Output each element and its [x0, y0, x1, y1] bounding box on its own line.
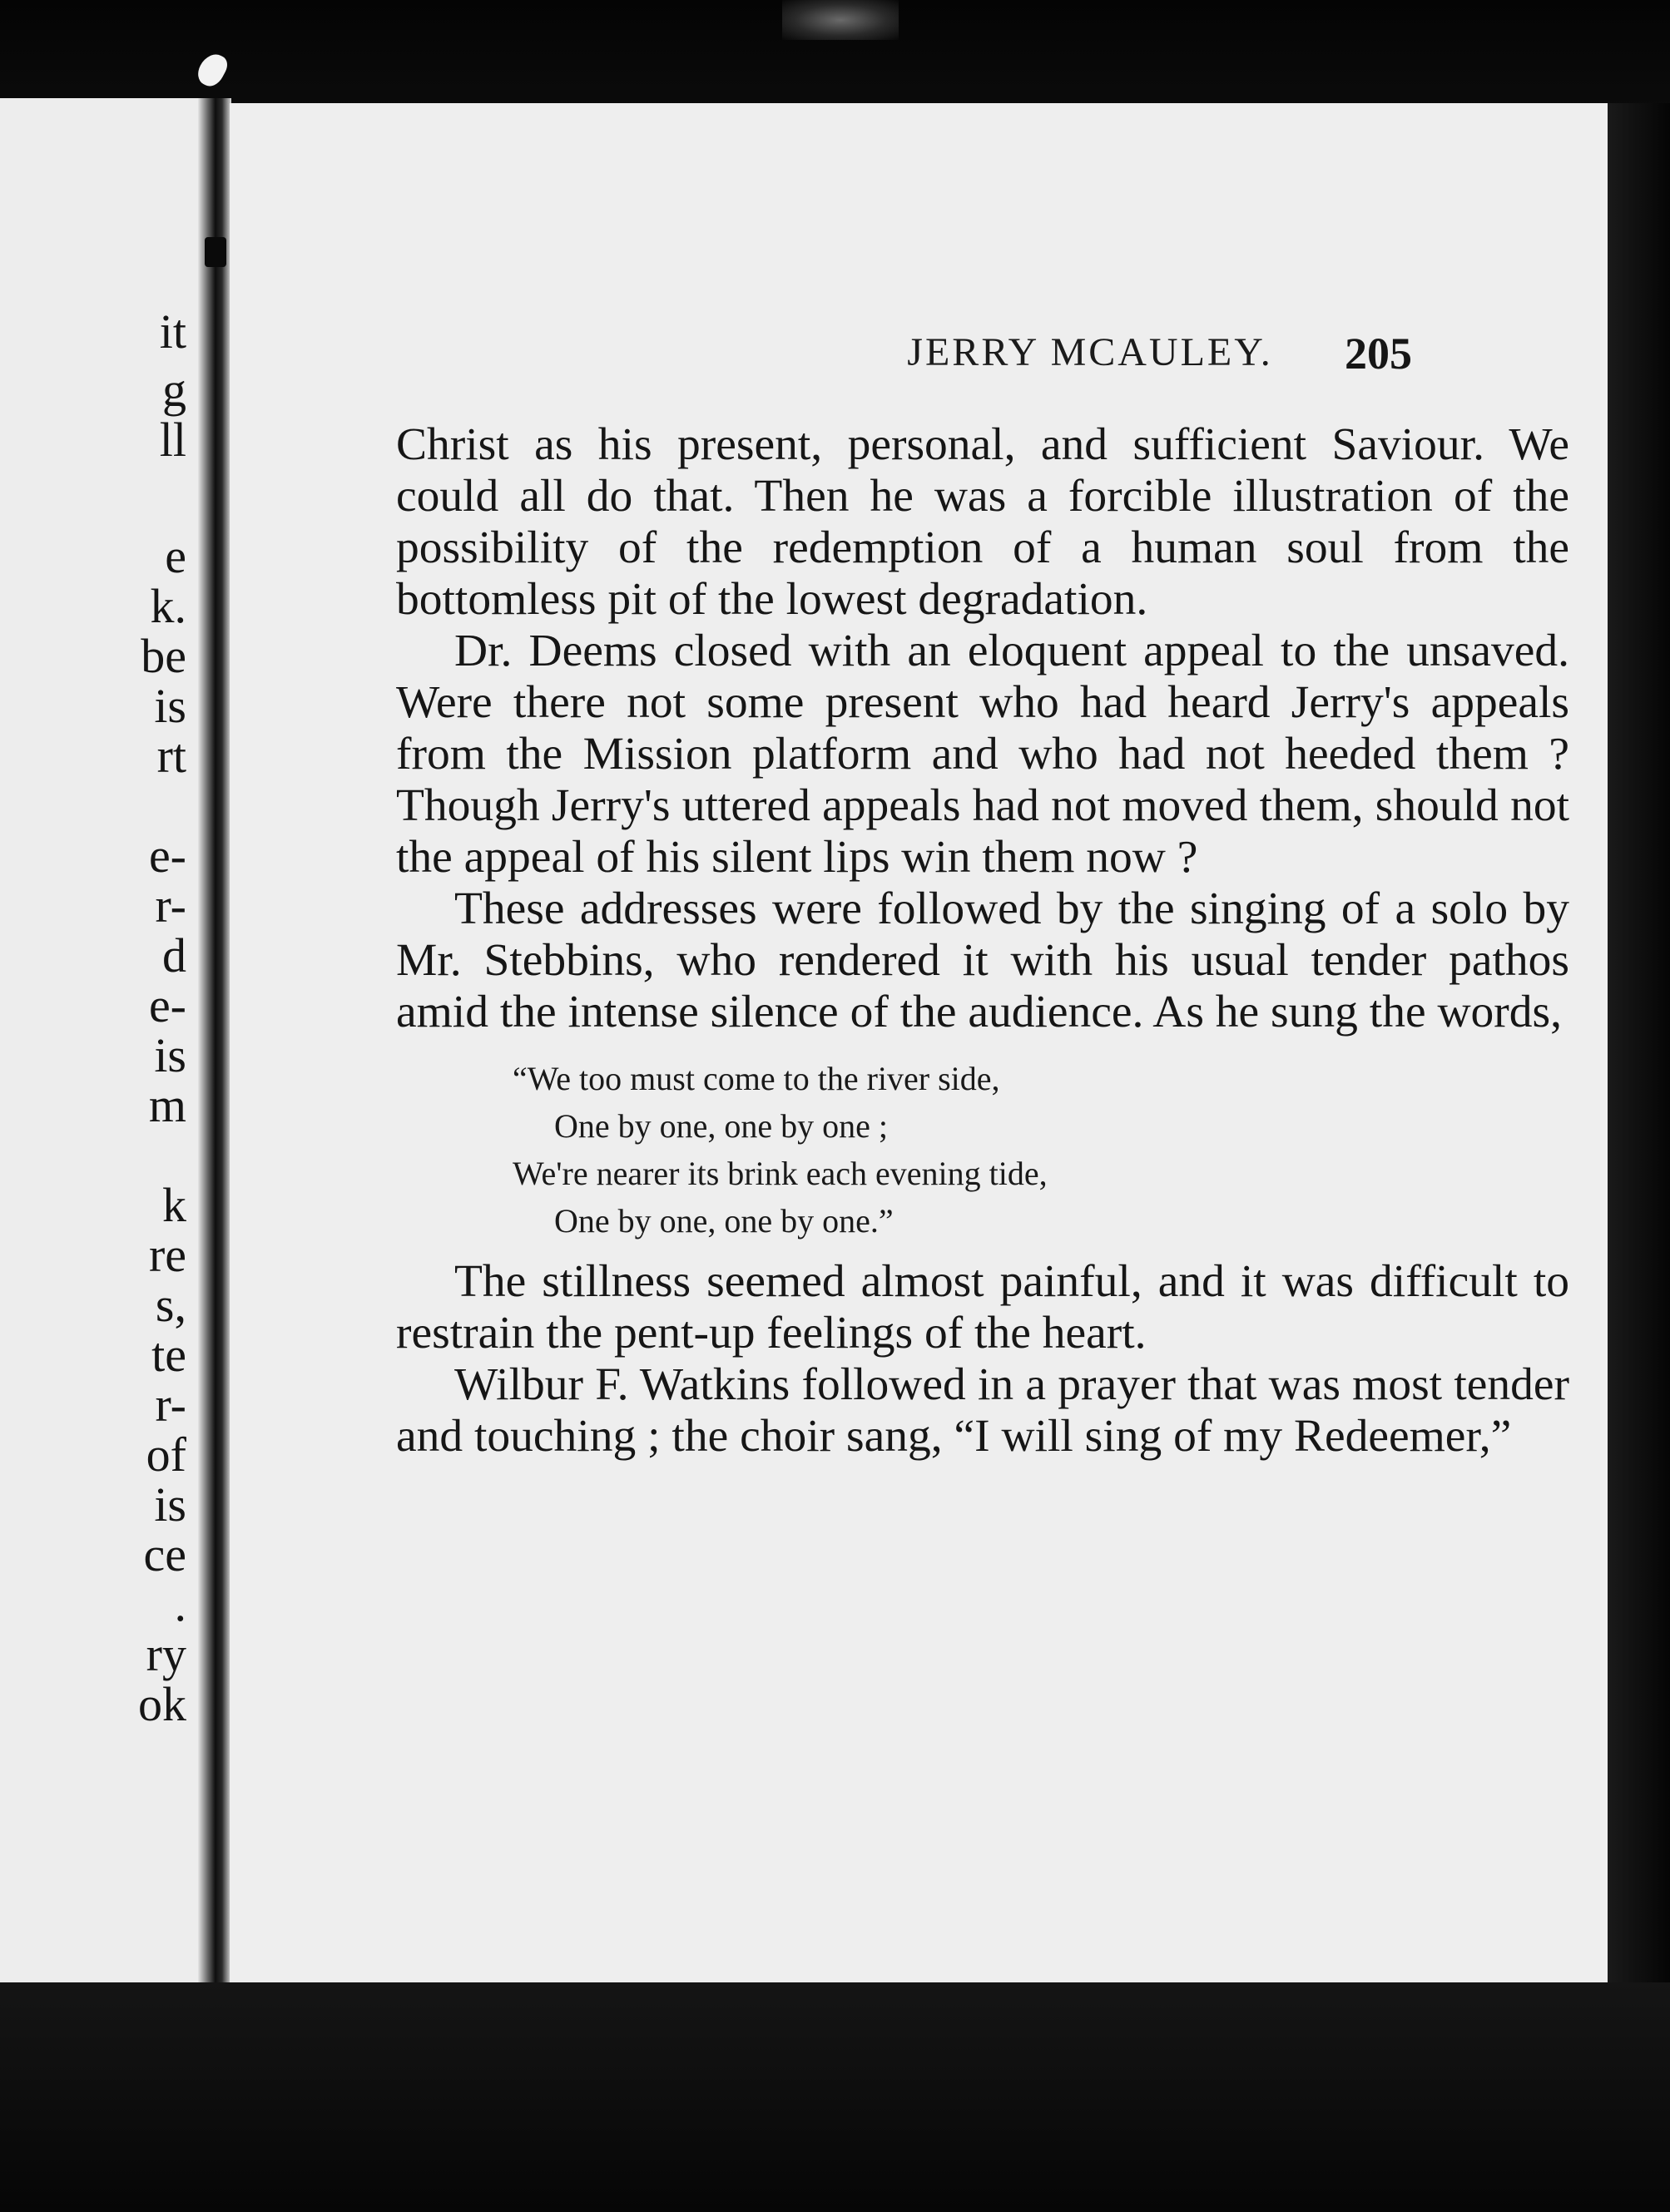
paragraph: Christ as his present, personal, and sufficient Saviour. We could all do that. Then he was a forcible illustration of the possibility of the redemption of a human soul from the bottomless pit of the lowest degradation. — [396, 419, 1569, 625]
left-page-line-fragment: is — [154, 679, 186, 733]
left-page-line-fragment: . — [174, 1577, 186, 1631]
left-page — [0, 98, 198, 1982]
left-page-line-fragment: te — [151, 1328, 186, 1382]
paragraph: Dr. Deems closed with an eloquent appeal to the unsaved. Were there not some present who had heard Jerry's appeals from the Mission platform and who had not heeded them ? Though Jerry's uttered appeals had not moved them, should not the appeal of his silent lips win them now ? — [396, 626, 1569, 883]
verse-line: One by one, one by one ; — [554, 1107, 889, 1145]
left-page-line-fragment: rt — [156, 729, 186, 783]
left-page-line-fragment: ok — [138, 1677, 186, 1731]
left-page-line-fragment: r- — [155, 878, 186, 933]
left-page-line-fragment: ce — [143, 1527, 186, 1581]
left-page-line-fragment: e- — [148, 978, 186, 1032]
body-text — [396, 419, 1569, 1462]
left-page-line-fragment: re — [148, 1228, 186, 1282]
verse-line: One by one, one by one.” — [554, 1202, 894, 1240]
verse-quotation — [396, 1055, 1569, 1245]
left-page-line-fragment: ry — [146, 1627, 186, 1681]
paragraph: Wilbur F. Watkins followed in a prayer that was most tender and touching ; the choir sang, “I will sing of my Redeemer,” — [396, 1359, 1569, 1462]
left-page-line-fragment: be — [141, 629, 186, 683]
left-page-line-fragment: of — [146, 1428, 186, 1482]
book-gutter — [198, 98, 231, 1987]
left-page-line-fragment: g — [162, 363, 186, 417]
left-page-line-fragment: is — [154, 1028, 186, 1082]
verse-line: We're nearer its brink each evening tide, — [513, 1155, 1048, 1192]
left-page-line-fragment: s, — [155, 1278, 186, 1332]
gutter-notch — [205, 237, 226, 267]
scan-bottom-border — [0, 1982, 1670, 2212]
left-page-line-fragment: it — [159, 304, 186, 359]
verse-line: “We too must come to the river side, — [513, 1060, 1000, 1097]
left-page-line-fragment: d — [162, 928, 186, 982]
page-number: 205 — [1345, 329, 1412, 379]
scan-blot — [782, 0, 899, 40]
left-page-line-fragment: m — [148, 1078, 186, 1132]
left-page-line-fragment: e — [165, 529, 186, 583]
left-page-line-fragment: ll — [159, 413, 186, 467]
left-page-line-fragment: k — [162, 1178, 186, 1232]
paragraph: The stillness seemed almost painful, and it was difficult to restrain the pent-up feelings of the heart. — [396, 1256, 1569, 1358]
left-page-line-fragment: is — [154, 1477, 186, 1532]
paragraph: These addresses were followed by the singing of a solo by Mr. Stebbins, who rendered it with his usual tender pathos amid the intense silence of the audience. As he sung the words, — [396, 883, 1569, 1037]
running-head: JERRY MCAULEY. — [907, 330, 1273, 374]
right-page — [230, 103, 1608, 1988]
left-page-line-fragment: r- — [155, 1378, 186, 1432]
left-page-line-fragment: k. — [150, 579, 186, 633]
left-page-line-fragment: e- — [148, 829, 186, 883]
scan-right-border — [1608, 103, 1670, 1988]
